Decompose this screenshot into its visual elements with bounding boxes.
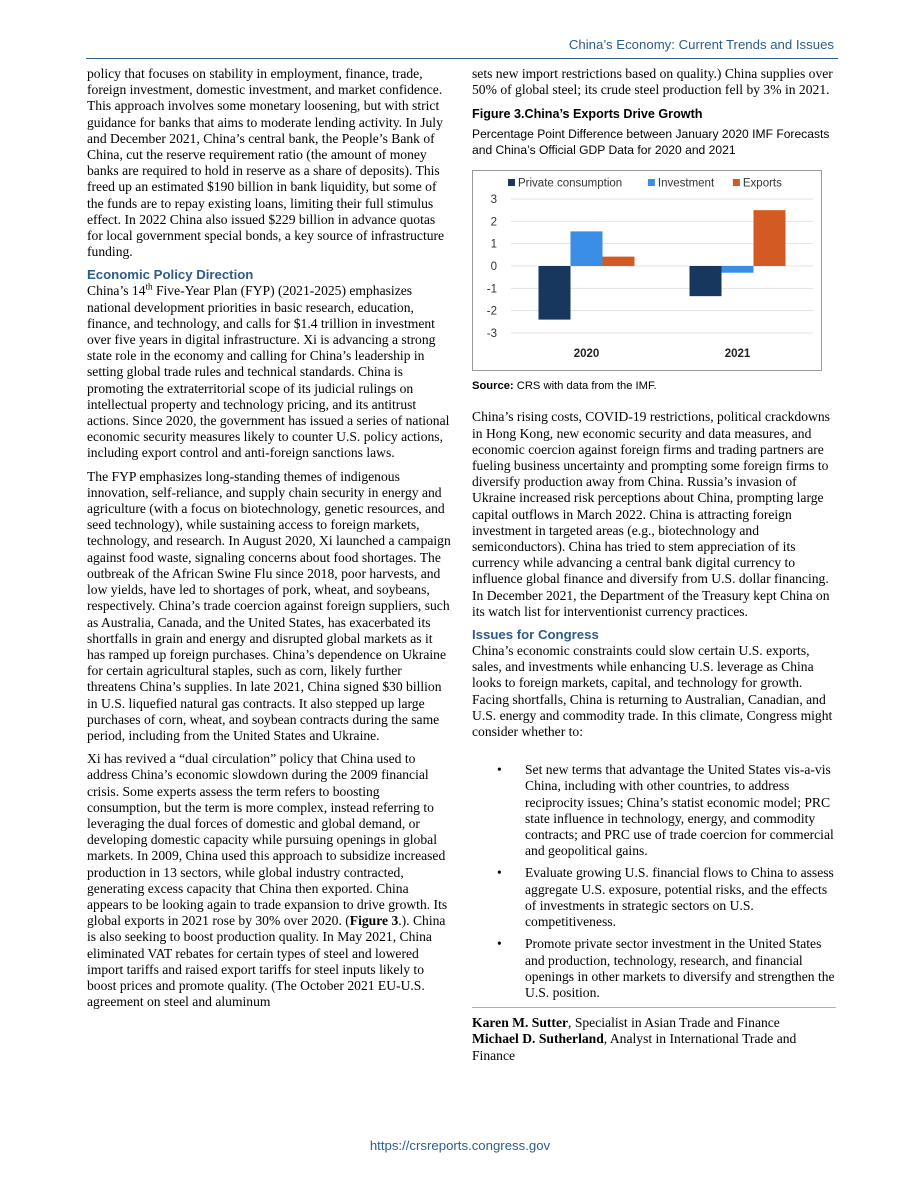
legend-label: Investment	[657, 177, 715, 190]
legend-label: Private consumption	[518, 177, 623, 190]
left-column	[87, 66, 451, 1017]
bar	[754, 211, 786, 267]
y-tick-label: 0	[490, 261, 497, 274]
x-tick-label: 2020	[573, 348, 600, 361]
list-item-text: Evaluate growing U.S. financial flows to China to assess aggregate U.S. exposure, potential risks, and the effects of investments in strategic sectors on U.S. competitiveness.	[525, 865, 834, 930]
paragraph	[87, 751, 451, 1010]
paragraph	[87, 283, 451, 461]
y-tick-label: -1	[486, 283, 497, 296]
paragraph: China’s economic constraints could slow certain U.S. exports, sales, and investments while enhancing U.S. leverage as China looks to foreign markets, capital, and technology for growth. Facing shortfalls, China is returning to Australian, Canadian, and U.S. energy and commodity trade. In this climate, Congress might consider whether to:	[472, 643, 833, 740]
y-tick-label: 3	[490, 194, 497, 207]
bullet-icon: •	[497, 936, 502, 952]
section-heading-issues-for-congress: Issues for Congress	[472, 627, 599, 643]
author-role: , Analyst in International Trade and Finance	[472, 1031, 797, 1063]
author-line	[472, 1031, 836, 1063]
bar	[603, 257, 635, 266]
bar	[690, 266, 722, 296]
y-tick-label: -2	[486, 306, 497, 319]
list-item	[472, 865, 836, 930]
figure-title: Figure 3.China’s Exports Drive Growth	[472, 107, 703, 122]
text: China’s 14	[87, 283, 146, 299]
figure-reference-link[interactable]: Figure 3	[349, 913, 399, 929]
legend-swatch	[733, 179, 740, 186]
bullet-icon: •	[497, 865, 502, 881]
list-item-text: Promote private sector investment in the United States and production, technology, research, and financial openings in other markets to diversify and strengthen the U.S. position.	[525, 936, 835, 1000]
page-header-title: China’s Economy: Current Trends and Issues	[568, 37, 834, 52]
paragraph: policy that focuses on stability in employment, finance, trade, foreign investment, domestic investment, and market confidence. This approach involves some monetary loosening, but with strict guidance for banks that aims to moderate lending activity. In July and December 2021, China’s central bank, the People’s Bank of China, cut the reserve requirement ratio (the amount of money banks are required to hold in reserve as a share of deposits). This freed up an estimated $190 billion in bank liquidity, but some of the funds are to repay existing loans, limiting their full stimulus effect. In 2022 China also issued $229 billion in advance quotas for local government special bonds, a key source of infrastructure funding.	[87, 66, 445, 260]
paragraph: The FYP emphasizes long-standing themes of indigenous innovation, self-reliance, and supply chain security in energy and agriculture (with a focus on biotechnology, genetic resources, and seed technology), while sustaining access to foreign markets, technology, and research. In August 2020, Xi launched a campaign against food waste, signaling concerns about food shortages. The outbreak of the African Swine Flu since 2018, poor harvests, and low yields, have led to shortages of pork, wheat, and soybeans, respectively. China’s trade coercion against foreign suppliers, such as Australia, Canada, and the United States, has exacerbated its shortfalls in grain and energy and disrupted global markets as it has ramped up foreign purchases. China’s dependence on Ukraine for certain agricultural staples, such as corn, likely further threatens China’s supplies. In late 2021, China signed $30 billion in U.S. liquefied natural gas contracts. It also stepped up large purchases of corn, wheat, and soybean contracts during the same period, including from the United States and Ukraine.	[87, 468, 451, 743]
footer-url-link[interactable]: https://crsreports.congress.gov	[369, 1138, 551, 1153]
figure-subtitle: Percentage Point Difference between January 2020 IMF Forecasts and China’s Official GDP Data for 2020 and 2021	[472, 127, 830, 158]
source-label: Source:	[472, 380, 514, 393]
superscript: th	[145, 281, 153, 292]
header-rule	[86, 58, 838, 59]
bar	[722, 266, 754, 273]
legend-swatch	[508, 179, 515, 186]
author-name: Karen M. Sutter	[472, 1015, 569, 1031]
author-role: , Specialist in Asian Trade and Finance	[568, 1015, 780, 1031]
paragraph: sets new import restrictions based on quality.) China supplies over 50% of global steel; its crude steel production fell by 3% in 2021.	[472, 66, 833, 98]
figure-source	[472, 379, 836, 393]
text: Xi has revived a “dual circulation” policy that China used to address China’s economic slowdown during the 2009 financial crisis. Some experts assess the term refers to boosting consumption, but the term is more complex, instead referring to leveraging the dual forces of domestic and global demand, or developing domestic capacity while pursuing openings in global markets. In 2009, China used this approach to subsidize increased production in 13 sectors, while global industry contracted, generating excess capacity that China then exported. China appears to be looking again to trade expansion to drive growth. Its global exports in 2021 rose by 30% over 2020. (	[87, 751, 448, 929]
text: Five-Year Plan (FYP) (2021-2025) emphasizes national development priorities in basic research, education, finance, and technology, and calls for $1.4 trillion in investment over five years in digital infrastructure. Xi is advancing a strong state role in the economy and calling for China’s leadership in setting global trade rules and technical standards. China is promoting the extraterritorial scope of its judicial rulings on intellectual property and technology pricing, and its antitrust actions. Since 2020, the government has issued a series of national economic security measures likely to counter U.S. policy actions, including export control and anti-foreign sanctions laws.	[87, 283, 450, 461]
source-text: CRS with data from the IMF.	[513, 380, 657, 393]
section-heading-policy-direction: Economic Policy Direction	[87, 267, 254, 283]
author-line	[472, 1015, 836, 1031]
author-name: Michael D. Sutherland	[472, 1031, 604, 1047]
x-tick-label: 2021	[724, 348, 751, 361]
bullet-list	[472, 762, 836, 1001]
bar	[571, 232, 603, 267]
authors-block	[472, 1015, 836, 1064]
text: .). China is also seeking to boost production quality. In May 2021, China eliminated VAT rebates for certain types of steel and lowered import tariffs and raised export tariffs for steel inputs likely to boost prices and promote quality. (The October 2021 EU-U.S. agreement on steel and aluminum	[87, 913, 446, 1010]
list-item-text: Set new terms that advantage the United States vis-a-vis China, including with other countries, to address reciprocity issues; China’s statist economic model; PRC state influence in technology, energy, and commodity contracts; and PRC use of trade coercion for commercial and geopolitical gains.	[525, 762, 834, 859]
y-tick-label: 1	[490, 239, 497, 252]
legend-label: Exports	[742, 177, 782, 190]
paragraph: China’s rising costs, COVID-19 restrictions, political crackdowns in Hong Kong, new economic security and data measures, and economic coercion against foreign firms and trading partners are fueling business uncertainty and prompting some foreign firms to diversify production away from China. Russia’s invasion of Ukraine increased risk perceptions about China, prompting large capital outflows in March 2022. China is attracting foreign investment in targeted areas (e.g., biotechnology and semiconductors). China has tried to stem appreciation of its currency while advancing a central bank digital currency to influence global finance and diversify from U.S. dollar financing. In December 2021, the Department of the Treasury kept China on its watch list for interventionist currency practices.	[472, 409, 830, 619]
list-item	[472, 762, 836, 859]
y-tick-label: 2	[490, 216, 497, 229]
chart-frame	[472, 170, 822, 371]
authors-divider	[472, 1007, 836, 1008]
legend-swatch	[648, 179, 655, 186]
y-tick-label: -3	[486, 328, 497, 341]
list-item	[472, 936, 836, 1001]
right-column	[472, 66, 836, 1064]
bar	[539, 266, 571, 320]
bullet-icon: •	[497, 762, 502, 778]
bar-chart	[473, 171, 821, 370]
